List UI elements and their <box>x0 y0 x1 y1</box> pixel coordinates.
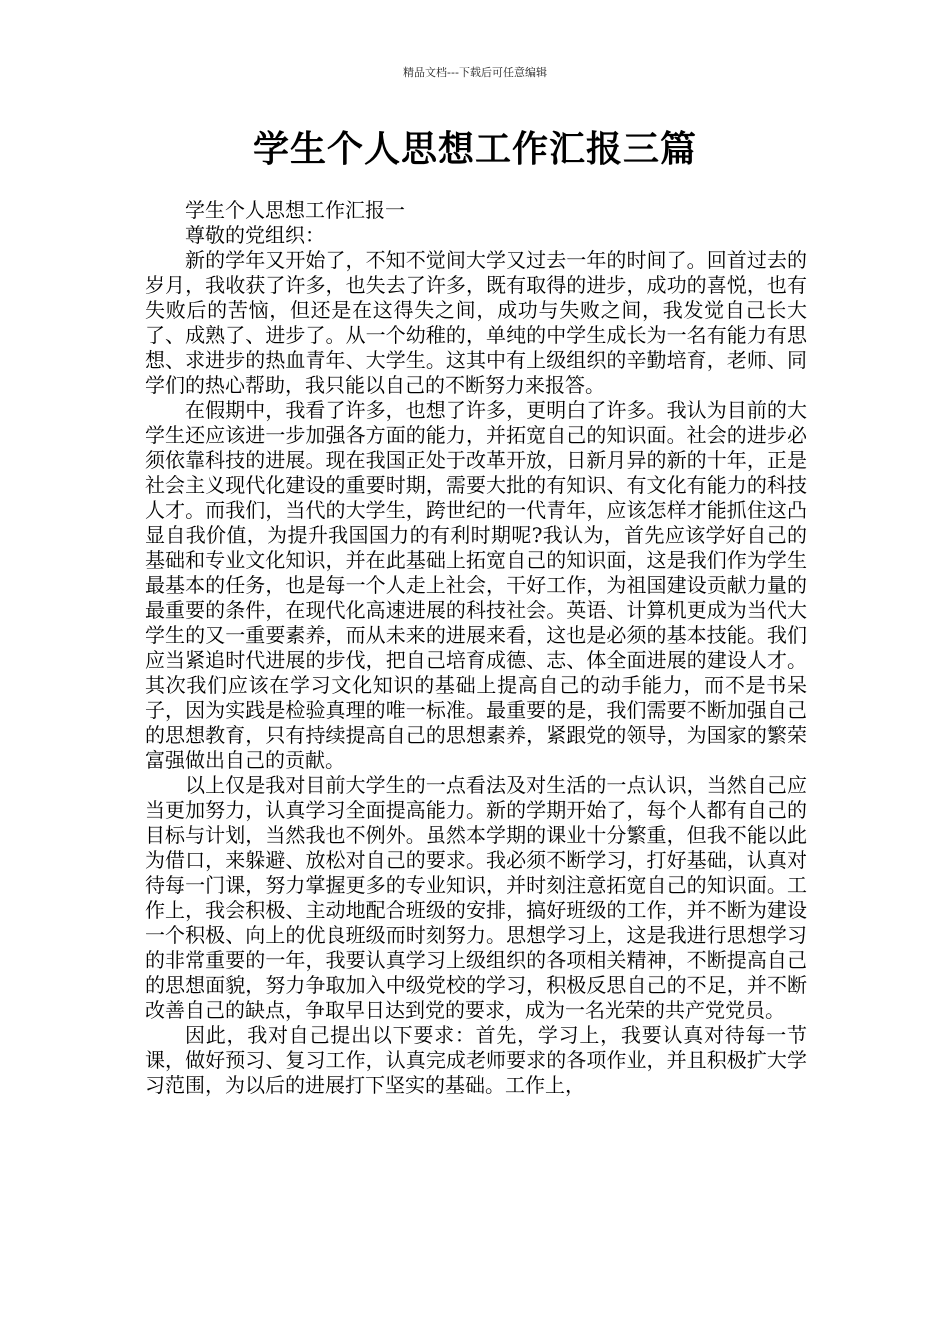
document-body <box>145 198 807 1098</box>
section-heading: 学生个人思想工作汇报一 <box>185 198 405 222</box>
body-paragraph: 新的学年又开始了，不知不觉间大学又过去一年的时间了。回首过去的岁月，我收获了许多，也失去了许多，既有取得的进步，成功的喜悦，也有失败后的苦恼，但还是在这得失之间，成功与失败之间，我发觉自己长大了、成熟了、进步了。从一个幼稚的，单纯的中学生成长为一名有能力有思想、求进步的热血青年、大学生。这其中有上级组织的辛勤培育，老师、同学们的热心帮助，我只能以自己的不断努力来报答。 <box>145 248 807 397</box>
page-header-note: 精品文档---下载后可任意编辑 <box>403 66 547 79</box>
body-paragraph: 以上仅是我对目前大学生的一点看法及对生活的一点认识，当然自己应当更加努力，认真学习全面提高能力。新的学期开始了，每个人都有自己的目标与计划，当然我也不例外。虽然本学期的课业十分繁重，但我不能以此为借口，来躲避、放松对自己的要求。我必须不断学习，打好基础，认真对待每一门课，努力掌握更多的专业知识，并时刻注意拓宽自己的知识面。工作上，我会积极、主动地配合班级的安排，搞好班级的工作，并不断为建设一个积极、向上的优良班级而时刻努力。思想学习上，这是我进行思想学习的非常重要的一年，我要认真学习上级组织的各项相关精神，不断提高自己的思想面貌，努力争取加入中级党校的学习，积极反思自己的不足，并不断改善自己的缺点，争取早日达到党的要求，成为一名光荣的共产党党员。 <box>145 773 807 1022</box>
body-paragraph: 在假期中，我看了许多，也想了许多，更明白了许多。我认为目前的大学生还应该进一步加强各方面的能力，并拓宽自己的知识面。社会的进步必须依靠科技的进展。现在我国正处于改革开放，日新月异的新的十年，正是社会主义现代化建设的重要时期，需要大批的有知识、有文化有能力的科技人才。而我们，当代的大学生，跨世纪的一代青年，应该怎样才能抓住这凸显自我价值，为提升我国国力的有利时期呢?我认为，首先应该学好自己的基础和专业文化知识，并在此基础上拓宽自己的知识面，这是我们作为学生最基本的任务，也是每一个人走上社会，干好工作，为祖国建设贡献力量的最重要的条件，在现代化高速进展的科技社会。英语、计算机更成为当代大学生的又一重要素养，而从未来的进展来看，这也是必须的基本技能。我们应当紧追时代进展的步伐，把自己培育成德、志、体全面进展的建设人才。其次我们应该在学习文化知识的基础上提高自己的动手能力，而不是书呆子，因为实践是检验真理的唯一标准。最重要的是，我们需要不断加强自己的思想教育，只有持续提高自己的思想素养，紧跟党的领导，为国家的繁荣富强做出自己的贡献。 <box>145 398 807 772</box>
document-title: 学生个人思想工作汇报三篇 <box>252 129 697 170</box>
body-paragraph: 因此，我对自己提出以下要求：首先，学习上，我要认真对待每一节课，做好预习、复习工作，认真完成老师要求的各项作业，并且积极扩大学习范围，为以后的进展打下坚实的基础。工作上， <box>145 1023 807 1097</box>
salutation: 尊敬的党组织： <box>185 223 325 247</box>
